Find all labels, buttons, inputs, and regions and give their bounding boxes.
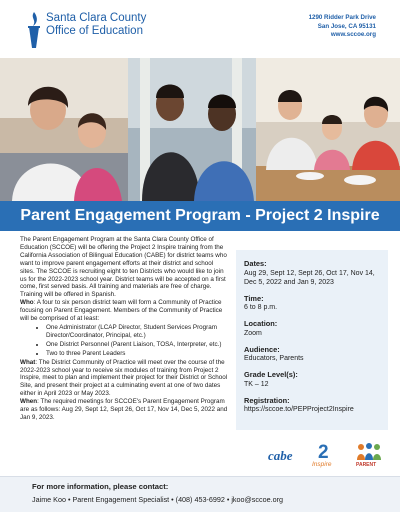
when-text: : The required meetings for SCCOE's Parent Engagement Program are as follows: Aug 29, Sept 12, Sept 26, Oct 17, Nov 14, Dec 5, 2022 and Jan 9, 2023. bbox=[20, 398, 228, 421]
project2inspire-logo bbox=[312, 444, 338, 470]
title-bar bbox=[0, 201, 400, 231]
grade-block bbox=[244, 370, 382, 389]
location-label: Location: bbox=[244, 319, 278, 328]
p2i-number: 2 bbox=[318, 442, 329, 463]
dates-label: Dates: bbox=[244, 259, 267, 268]
photo-mother-child bbox=[0, 58, 128, 201]
dates-value: Aug 29, Sept 12, Sept 26, Oct 17, Nov 14, Dec 5, 2022 and Jan 9, 2023 bbox=[244, 269, 375, 286]
footer-contact: Jaime Koo • Parent Engagement Specialist • (408) 453-6992 • jkoo@sccoe.org bbox=[32, 495, 283, 504]
photo-collage-image bbox=[0, 58, 400, 201]
time-block bbox=[244, 294, 382, 313]
page-title: Parent Engagement Program - Project 2 Inspire bbox=[20, 207, 380, 224]
what-paragraph bbox=[20, 359, 228, 399]
who-paragraph bbox=[20, 299, 228, 323]
dates-block bbox=[244, 259, 382, 287]
event-details-panel bbox=[236, 250, 388, 430]
audience-label: Audience: bbox=[244, 344, 280, 354]
list-item: • One Administrator (LCAP Director, Student Services Program Director/Coordinator, Principal, etc.) bbox=[46, 324, 228, 340]
time-label: Time: bbox=[244, 293, 264, 303]
what-label: What bbox=[20, 358, 36, 366]
header bbox=[0, 0, 400, 58]
grade-value: TK – 12 bbox=[244, 380, 269, 388]
contact-footer bbox=[0, 476, 400, 512]
parent-engagement-logo bbox=[354, 442, 384, 470]
grade-label: Grade Level(s): bbox=[244, 370, 298, 379]
org-address bbox=[309, 14, 376, 40]
who-text: : A four to six person district team will form a Community of Practice focusing on Parent Engagement. Members of the Community of Practice will be comprised of at least: bbox=[20, 299, 223, 323]
address-city: San Jose, CA 95131 bbox=[317, 22, 376, 30]
who-label: Who bbox=[20, 299, 34, 307]
registration-label: Registration: bbox=[244, 395, 290, 405]
when-paragraph bbox=[20, 398, 228, 422]
photo-family-meal bbox=[256, 58, 400, 201]
registration-block bbox=[244, 396, 382, 415]
audience-value: Educators, Parents bbox=[244, 355, 304, 362]
org-name-line1: Santa Clara County bbox=[46, 12, 147, 24]
footer-title: For more information, please contact: bbox=[32, 482, 169, 491]
cabe-logo: cabe bbox=[268, 448, 293, 463]
time-value: 6 to 8 p.m. bbox=[244, 304, 278, 311]
location-block bbox=[244, 319, 382, 338]
location-value: Zoom bbox=[244, 329, 262, 337]
audience-block bbox=[244, 345, 382, 364]
when-label: When bbox=[20, 398, 38, 406]
partner-logos bbox=[268, 442, 388, 472]
program-description bbox=[20, 236, 228, 422]
people-icon bbox=[354, 442, 384, 462]
address-street: 1290 Ridder Park Drive bbox=[308, 14, 376, 21]
list-item: • Two to three Parent Leaders bbox=[46, 350, 228, 358]
intro-paragraph: The Parent Engagement Program at the Santa Clara County Office of Education (SCCOE) will be offering the Project 2 Inspire training from the California Association of Bilingual Education (CABE) for district teams who want to improve parent engagement efforts at their district and school sites. The SCCOE is recruiting eight to ten Districts who would like to join us for the 2022-2023 school year. District teams will be accepted on a first come, first served basis. All training and materials are free of charge. Training will be offered in Spanish. bbox=[20, 236, 227, 299]
what-text: : The District Community of Practice will meet over the course of the 2022-2023 school year to receive six modules of training from Project 2 Inspire, meet to plan and implement their project for their District or School Site, and present their project at a culminating event at one of two dates either in April 2023 or May 2023. bbox=[20, 358, 228, 398]
photo-two-students bbox=[128, 58, 256, 201]
p2i-text: Inspire bbox=[312, 461, 332, 468]
photo-collage bbox=[0, 58, 400, 201]
org-name bbox=[46, 12, 146, 38]
address-website[interactable]: www.sccoe.org bbox=[330, 31, 376, 38]
torch-logo-icon bbox=[26, 10, 42, 50]
pep-text: PARENT bbox=[356, 462, 377, 468]
org-name-line2: Office of Education bbox=[46, 25, 143, 37]
registration-link[interactable]: https://sccoe.to/PEPProject2Inspire bbox=[244, 406, 354, 413]
team-member-list bbox=[20, 324, 228, 358]
list-item: • One District Personnel (Parent Liaison, TOSA, Interpreter, etc.) bbox=[46, 341, 228, 349]
